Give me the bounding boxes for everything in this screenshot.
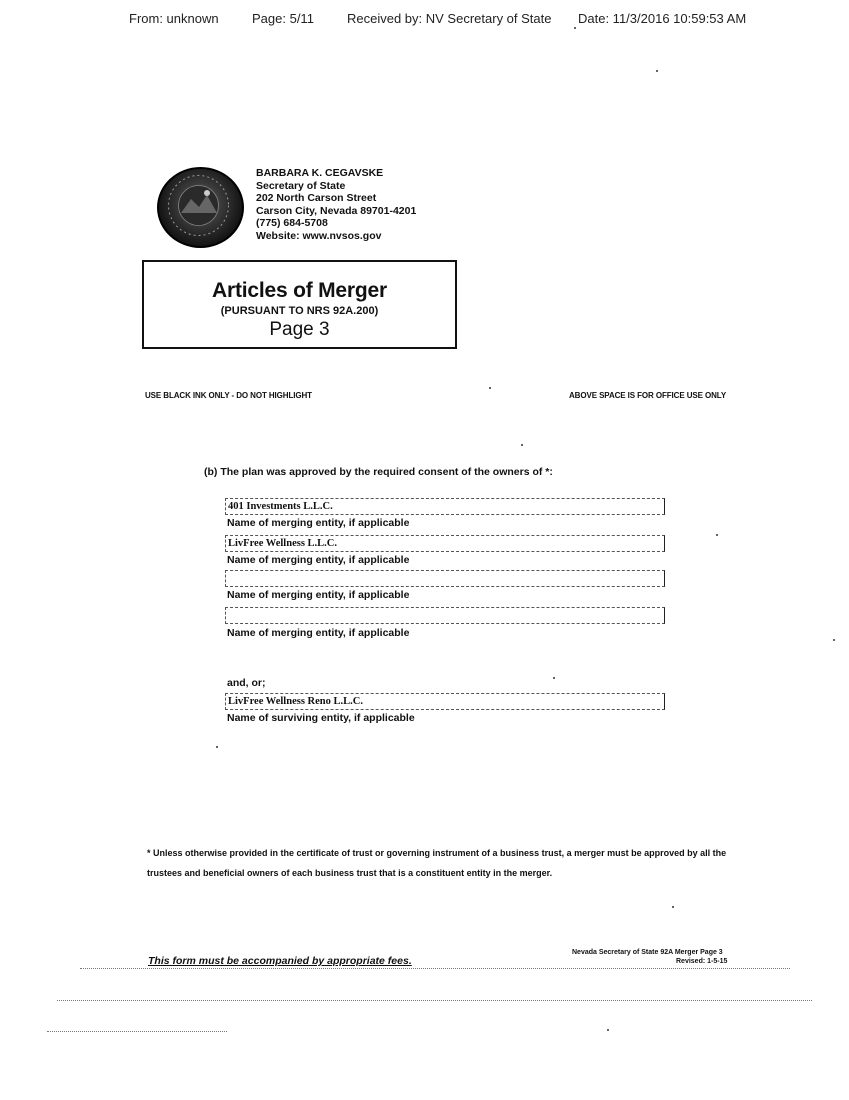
form-identifier: Nevada Secretary of State 92A Merger Page 3 <box>572 949 723 956</box>
approval-question: (b) The plan was approved by the required consent of the owners of *: <box>204 466 553 478</box>
merging-entity-field-4[interactable] <box>225 607 665 624</box>
scan-speck <box>521 444 523 446</box>
fax-from: From: unknown <box>129 11 219 26</box>
scan-dotted-line-short <box>47 1031 227 1032</box>
revised-date: Revised: 1-5-15 <box>676 958 728 965</box>
fax-date: Date: 11/3/2016 10:59:53 AM <box>578 11 747 26</box>
business-trust-footnote: * Unless otherwise provided in the certificate of trust or governing instrument of a business trust, a merger must be approved by all the trustees and beneficial owners of each business trust that is a constituent entity in the merger. <box>147 848 727 878</box>
form-subtitle: (PURSUANT TO NRS 92A.200) <box>220 305 379 317</box>
and-or-text: and, or; <box>227 677 266 689</box>
form-page-number: Page 3 <box>269 319 330 340</box>
scan-speck <box>716 534 718 536</box>
merging-entity-field-3[interactable] <box>225 570 665 587</box>
state-seal-icon <box>157 167 244 248</box>
scan-speck <box>489 387 491 389</box>
surviving-entity-field[interactable]: LivFree Wellness Reno L.L.C. <box>225 693 665 710</box>
scan-speck <box>672 906 674 908</box>
merging-entity-label-2: Name of merging entity, if applicable <box>227 554 410 566</box>
scan-dotted-line <box>57 1000 812 1001</box>
form-title: Articles of Merger <box>212 279 387 302</box>
scan-speck <box>607 1029 609 1031</box>
scan-speck <box>656 70 658 72</box>
fax-received: Received by: NV Secretary of State <box>347 11 552 26</box>
merging-entity-label-3: Name of merging entity, if applicable <box>227 589 410 601</box>
scan-speck <box>833 639 835 641</box>
scan-speck <box>553 677 555 679</box>
fees-notice: This form must be accompanied by appropriate fees. <box>148 955 412 967</box>
office-address <box>256 167 416 243</box>
office-phone: (775) 684-5708 <box>256 217 328 230</box>
scan-speck <box>216 746 218 748</box>
surviving-entity-label: Name of surviving entity, if applicable <box>227 712 415 724</box>
office-title: Secretary of State <box>256 179 346 192</box>
merging-entity-label-4: Name of merging entity, if applicable <box>227 627 410 639</box>
fax-page: Page: 5/11 <box>252 11 314 26</box>
office-website: Website: www.nvsos.gov <box>256 229 382 242</box>
office-city: Carson City, Nevada 89701-4201 <box>256 204 417 217</box>
merging-entity-field-1[interactable]: 401 Investments L.L.C. <box>225 498 665 515</box>
office-name: BARBARA K. CEGAVSKE <box>256 167 384 179</box>
merging-entity-field-2[interactable]: LivFree Wellness L.L.C. <box>225 535 665 552</box>
form-title-box <box>142 260 457 349</box>
merging-entity-label-1: Name of merging entity, if applicable <box>227 517 410 529</box>
office-use-instruction: ABOVE SPACE IS FOR OFFICE USE ONLY <box>569 391 727 400</box>
office-street: 202 North Carson Street <box>256 192 377 205</box>
scan-speck <box>574 27 576 29</box>
ink-instruction: USE BLACK INK ONLY - DO NOT HIGHLIGHT <box>145 391 312 400</box>
footer-dotted-line <box>80 968 790 969</box>
